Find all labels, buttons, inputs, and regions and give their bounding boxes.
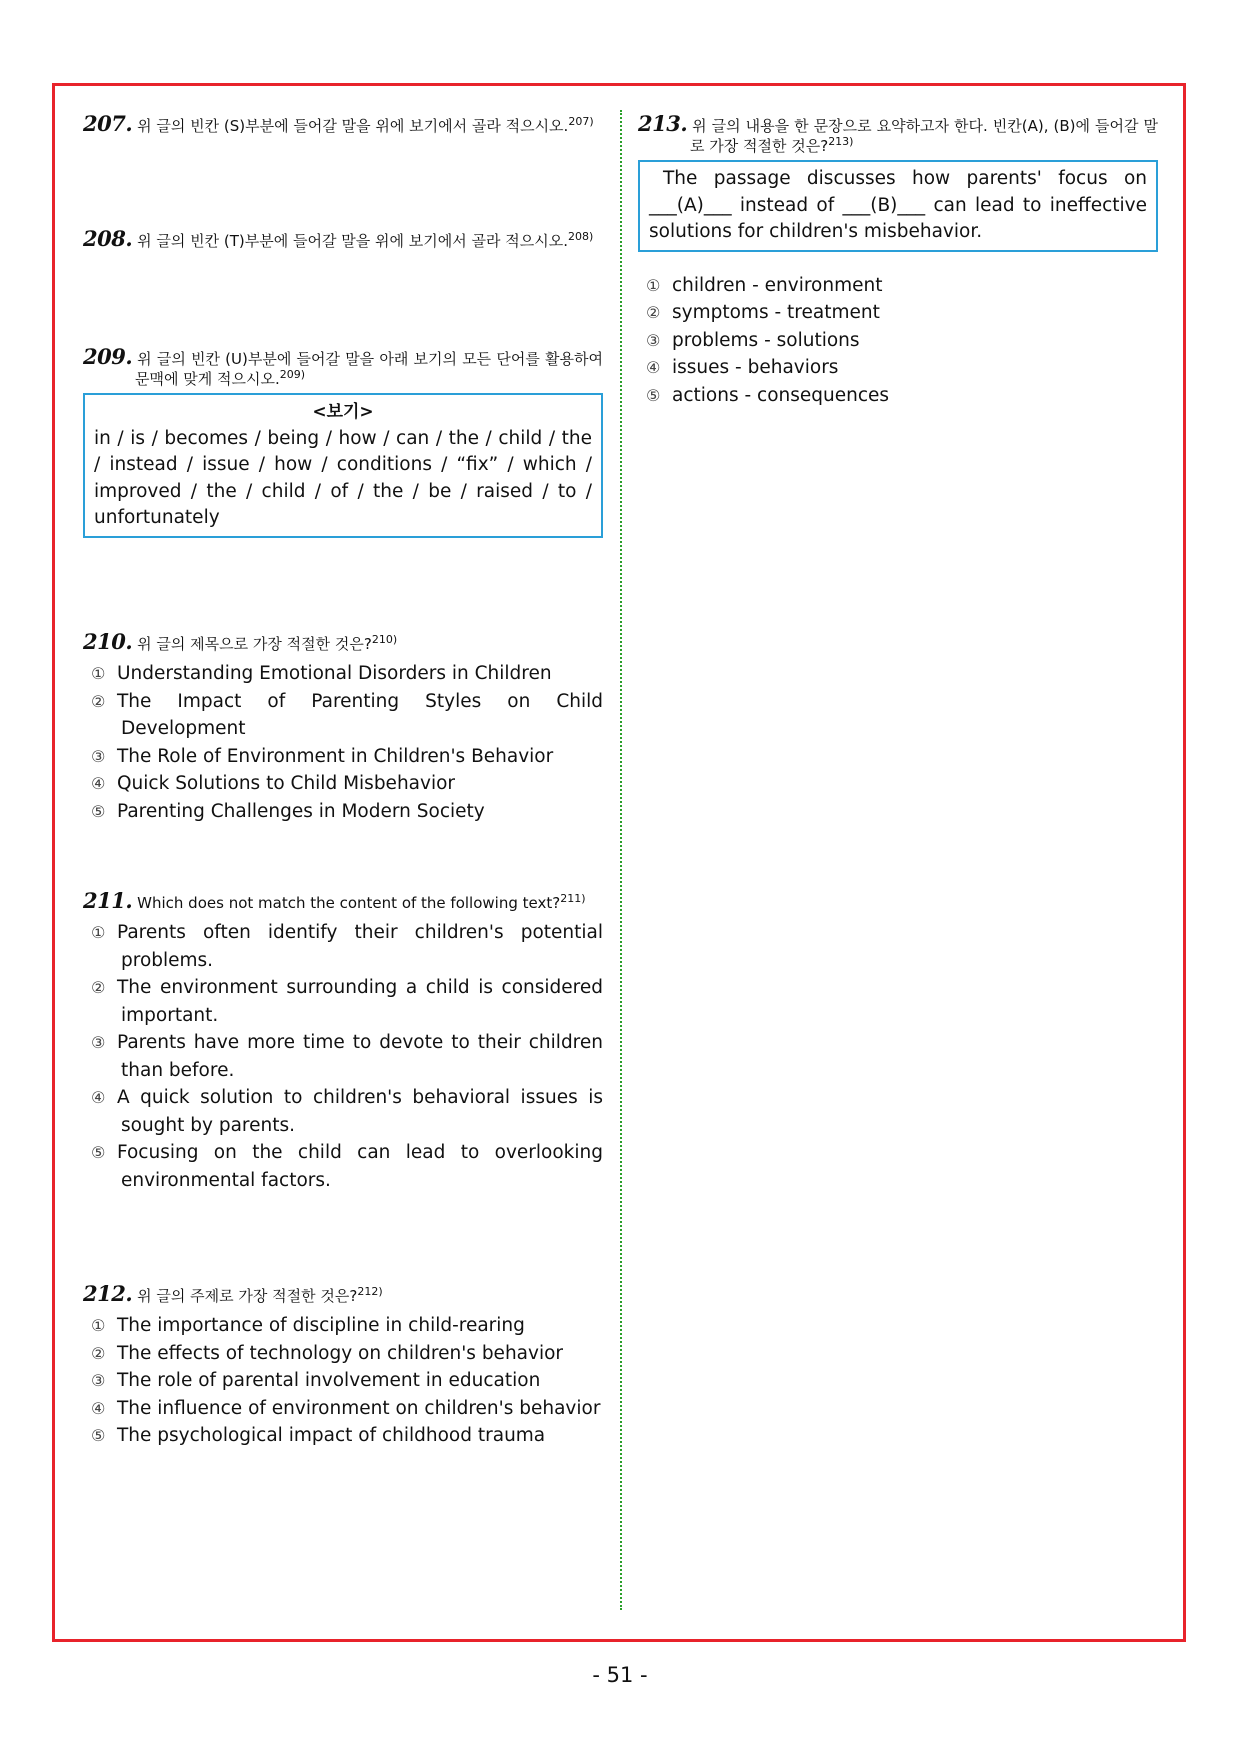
question-213-prompt <box>638 111 1158 156</box>
footnote-ref: 207) <box>568 115 594 128</box>
question-209 <box>83 344 603 538</box>
footnote-ref: 208) <box>567 230 594 243</box>
question-208 <box>83 226 603 251</box>
question-207-prompt <box>83 111 603 136</box>
option-text: The psychological impact of childhood trauma <box>117 1425 546 1446</box>
option-mark: ⑤ <box>646 385 661 405</box>
answer-options <box>83 1312 603 1450</box>
option-mark: ④ <box>646 358 661 377</box>
answer-option[interactable] <box>83 919 603 974</box>
option-text: Parents have more time to devote to their children than before. <box>117 1032 603 1081</box>
option-mark: ① <box>91 664 106 683</box>
question-number: 211. <box>83 888 133 913</box>
answer-options <box>83 660 603 825</box>
option-mark: ② <box>91 1343 106 1363</box>
question-text: 위 글의 내용을 한 문장으로 요약하고자 한다. 빈칸(A), (B)에 들어갈 말로 가장 적절한 것은? <box>690 117 1158 155</box>
question-212-prompt <box>83 1281 603 1306</box>
answer-option[interactable] <box>83 1395 603 1423</box>
answer-options <box>83 919 603 1194</box>
option-text: symptoms - treatment <box>672 302 880 323</box>
question-209-prompt <box>83 344 603 389</box>
option-mark: ④ <box>91 774 106 793</box>
footnote-ref: 212) <box>357 1285 383 1298</box>
option-text: Parenting Challenges in Modern Society <box>117 800 485 822</box>
option-text: children - environment <box>672 274 883 296</box>
column-divider <box>620 110 622 1610</box>
option-mark: ③ <box>646 330 661 350</box>
answer-option[interactable] <box>83 688 603 743</box>
option-mark: ⑤ <box>91 1426 106 1445</box>
option-text: The importance of discipline in child-rearing <box>117 1315 525 1336</box>
answer-option[interactable] <box>638 382 1158 410</box>
question-211 <box>83 888 603 1194</box>
option-mark: ④ <box>91 1088 106 1107</box>
answer-option[interactable] <box>638 327 1158 355</box>
option-text: Understanding Emotional Disorders in Children <box>117 663 552 684</box>
answer-option[interactable] <box>83 1029 603 1084</box>
option-text: A quick solution to children's behavioral issues is sought by parents. <box>117 1087 603 1136</box>
question-text: 위 글의 빈칸 (T)부분에 들어갈 말을 위에 보기에서 골라 적으시오. <box>137 232 568 250</box>
option-mark: ⑤ <box>91 801 106 821</box>
option-text: The role of parental involvement in education <box>117 1370 541 1391</box>
question-number: 209. <box>83 344 133 369</box>
question-number: 207. <box>83 111 133 136</box>
question-text: Which does not match the content of the following text? <box>137 894 561 912</box>
question-210 <box>83 629 603 825</box>
option-mark: ② <box>91 978 106 997</box>
answer-option[interactable] <box>83 1422 603 1450</box>
word-bank-text: in / is / becomes / being / how / can / the / child / the / instead / issue / how / conditions / “fix” / which / improved / the / child / of / the / be / raised / to / unfortunately <box>94 427 592 528</box>
summary-box <box>638 160 1158 252</box>
answer-option[interactable] <box>83 770 603 798</box>
question-208-prompt <box>83 226 603 251</box>
answer-option[interactable] <box>83 1084 603 1139</box>
answer-options <box>638 272 1158 410</box>
option-text: The influence of environment on children's behavior <box>117 1397 601 1419</box>
word-bank-box <box>83 393 603 538</box>
answer-option[interactable] <box>83 743 603 771</box>
option-mark: ③ <box>91 1033 106 1052</box>
question-number: 208. <box>83 226 133 251</box>
answer-option[interactable] <box>83 974 603 1029</box>
footnote-ref: 211) <box>560 892 586 905</box>
footnote-ref: 213) <box>828 135 854 148</box>
summary-text: The passage discusses how parents' focus on ___(A)___ instead of ___(B)___ can lead to ineffective solutions for children's misbehavior. <box>649 168 1147 242</box>
question-number: 213. <box>638 111 688 136</box>
word-bank-title: <보기> <box>312 402 374 422</box>
question-text: 위 글의 빈칸 (S)부분에 들어갈 말을 위에 보기에서 골라 적으시오. <box>137 117 569 135</box>
answer-option[interactable] <box>638 299 1158 327</box>
question-text: 위 글의 빈칸 (U)부분에 들어갈 말을 아래 보기의 모든 단어를 활용하여 문맥에 맞게 적으시오. <box>135 350 603 388</box>
question-211-prompt <box>83 888 603 913</box>
answer-option[interactable] <box>83 1139 603 1194</box>
option-text: The Impact of Parenting Styles on Child Development <box>117 690 603 739</box>
option-mark: ③ <box>91 1371 106 1390</box>
answer-option[interactable] <box>83 1367 603 1395</box>
answer-option[interactable] <box>83 1312 603 1340</box>
answer-option[interactable] <box>83 660 603 688</box>
option-text: Focusing on the child can lead to overlooking environmental factors. <box>117 1142 603 1191</box>
option-mark: ② <box>91 691 106 711</box>
option-text: actions - consequences <box>672 384 890 406</box>
answer-option[interactable] <box>83 798 603 826</box>
question-213 <box>638 111 1158 409</box>
footnote-ref: 210) <box>371 633 398 646</box>
footnote-ref: 209) <box>279 368 306 381</box>
option-mark: ① <box>646 275 661 295</box>
question-207 <box>83 111 603 136</box>
answer-option[interactable] <box>83 1340 603 1368</box>
page-number: - 51 - <box>592 1663 648 1687</box>
question-212 <box>83 1281 603 1450</box>
option-text: Parents often identify their children's potential problems. <box>117 922 603 971</box>
question-text: 위 글의 제목으로 가장 적절한 것은? <box>137 635 372 653</box>
answer-option[interactable] <box>638 272 1158 300</box>
option-mark: ② <box>646 303 661 322</box>
answer-option[interactable] <box>638 354 1158 382</box>
option-text: The effects of technology on children's behavior <box>117 1342 564 1364</box>
option-text: The environment surrounding a child is considered important. <box>117 977 603 1026</box>
option-mark: ③ <box>91 746 106 766</box>
option-text: The Role of Environment in Children's Behavior <box>117 745 554 767</box>
question-text: 위 글의 주제로 가장 적절한 것은? <box>137 1287 358 1305</box>
option-text: problems - solutions <box>672 329 860 351</box>
question-number: 210. <box>83 629 133 654</box>
option-mark: ⑤ <box>91 1143 106 1162</box>
option-text: Quick Solutions to Child Misbehavior <box>117 773 456 794</box>
option-text: issues - behaviors <box>672 357 839 378</box>
option-mark: ① <box>91 1316 106 1335</box>
option-mark: ① <box>91 923 106 942</box>
question-number: 212. <box>83 1281 133 1306</box>
option-mark: ④ <box>91 1398 106 1418</box>
question-210-prompt <box>83 629 603 654</box>
